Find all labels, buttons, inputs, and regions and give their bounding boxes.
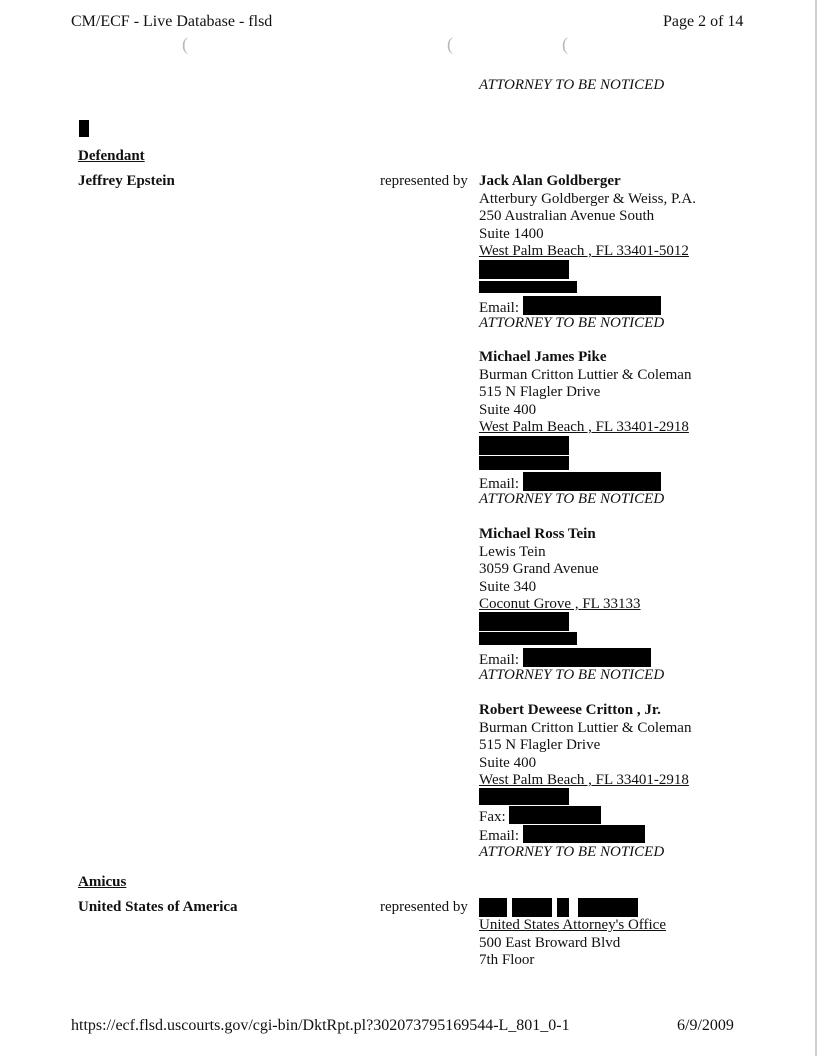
attorney-address: 250 Australian Avenue South: [479, 208, 655, 224]
represented-by-label: represented by: [380, 899, 468, 915]
attorney-floor: 7th Floor: [479, 952, 535, 968]
footer-date: 6/9/2009: [677, 1017, 734, 1034]
attorney-suite: Suite 400: [479, 401, 537, 418]
fax-row: [479, 806, 601, 826]
redaction-block: [509, 806, 601, 824]
defendant-name: Jeffrey Epstein: [78, 173, 175, 189]
attorney-block: [479, 526, 641, 614]
attorney-firm: Atterbury Goldberger & Weiss, P.A.: [479, 190, 696, 207]
email-label: Email:: [479, 300, 519, 316]
header-title: CM/ECF - Live Database - flsd: [71, 13, 273, 30]
email-row: [479, 825, 645, 845]
attorney-office: United States Attorney's Office: [479, 917, 666, 933]
redaction-block: [479, 436, 569, 455]
attorney-name: Michael James Pike: [479, 349, 607, 365]
attorney-suite: Suite 1400: [479, 225, 544, 242]
amicus-label: Amicus: [78, 874, 127, 890]
redaction-block: [557, 898, 569, 917]
amicus-attorney-block: [479, 917, 666, 970]
attorney-block: [479, 702, 691, 790]
attorney-notice: ATTORNEY TO BE NOTICED: [479, 844, 665, 860]
email-row: [479, 648, 651, 669]
attorney-firm: Burman Critton Luttier & Coleman: [479, 719, 692, 736]
attorney-suite: Suite 400: [479, 754, 537, 771]
top-notice: ATTORNEY TO BE NOTICED: [479, 77, 665, 93]
redaction-block: [479, 260, 569, 279]
amicus-name: United States of America: [78, 899, 238, 915]
attorney-address: 515 N Flagler Drive: [479, 737, 601, 753]
attorney-block: [479, 173, 696, 261]
redaction-block: [479, 612, 569, 631]
attorney-firm: Lewis Tein: [479, 543, 546, 560]
attorney-address: 500 East Broward Blvd: [479, 934, 621, 951]
attorney-city: Coconut Grove , FL 33133: [479, 596, 641, 612]
represented-by-label: represented by: [380, 173, 468, 189]
redaction-block: [523, 648, 651, 667]
attorney-address: 3059 Grand Avenue: [479, 561, 599, 577]
attorney-notice: ATTORNEY TO BE NOTICED: [479, 315, 665, 331]
email-row: [479, 296, 661, 317]
redaction-block: [512, 898, 552, 917]
email-label: Email:: [479, 828, 519, 844]
attorney-notice: ATTORNEY TO BE NOTICED: [479, 491, 665, 507]
attorney-name: Michael Ross Tein: [479, 526, 596, 542]
redaction-block: [479, 281, 577, 293]
attorney-address: 515 N Flagler Drive: [479, 384, 601, 400]
defendant-label: Defendant: [78, 148, 145, 164]
attorney-city: West Palm Beach , FL 33401-2918: [479, 772, 689, 788]
footer-url: https://ecf.flsd.uscourts.gov/cgi-bin/DktRpt.pl?302073795169544-L_801_0-1: [71, 1017, 570, 1034]
redaction-block: [479, 632, 577, 645]
redaction-block: [523, 296, 661, 315]
fax-label: Fax:: [479, 809, 506, 825]
attorney-city: West Palm Beach , FL 33401-2918: [479, 419, 689, 435]
attorney-firm: Burman Critton Luttier & Coleman: [479, 366, 692, 383]
redaction-block: [479, 456, 569, 470]
attorney-suite: Suite 340: [479, 578, 537, 595]
attorney-block: [479, 349, 691, 437]
redaction-block: [523, 825, 645, 843]
redaction-block: [479, 788, 569, 805]
redaction-block: [79, 120, 89, 137]
redaction-block: [578, 898, 638, 917]
email-label: Email:: [479, 476, 519, 492]
email-label: Email:: [479, 652, 519, 668]
email-row: [479, 472, 661, 493]
attorney-name: Robert Deweese Critton , Jr.: [479, 702, 661, 718]
redaction-block: [479, 898, 507, 917]
redaction-block: [523, 472, 661, 491]
page-number: Page 2 of 14: [663, 13, 744, 30]
attorney-city: West Palm Beach , FL 33401-5012: [479, 243, 689, 259]
attorney-name: Jack Alan Goldberger: [479, 173, 621, 189]
attorney-notice: ATTORNEY TO BE NOTICED: [479, 667, 665, 683]
